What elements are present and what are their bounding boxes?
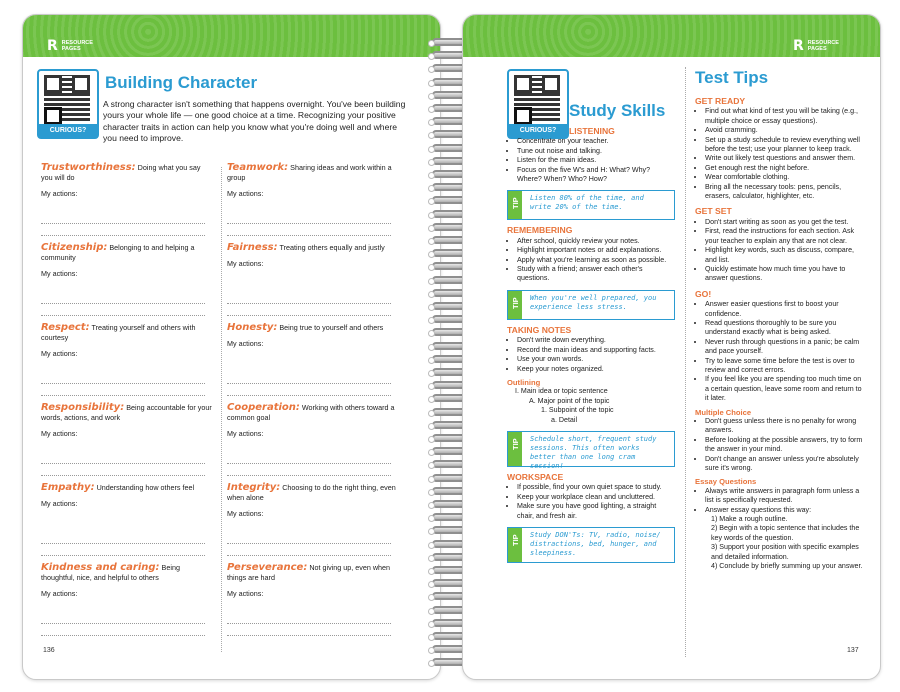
left-page — [22, 14, 441, 680]
outlining-heading: Outlining — [507, 377, 541, 387]
trait-block — [227, 243, 399, 269]
writing-line[interactable] — [227, 543, 391, 544]
writing-line[interactable] — [41, 463, 205, 464]
list-item: • Highlight important notes or add explanations. — [517, 246, 675, 255]
tip-box — [507, 527, 675, 563]
writing-line[interactable] — [41, 635, 205, 636]
trait-block — [227, 483, 399, 518]
writing-line[interactable] — [41, 303, 205, 304]
writing-line[interactable] — [227, 623, 391, 624]
list-item: • Answer easier questions first to boost your confidence. — [705, 300, 863, 319]
intro-paragraph: A strong character isn't something that happens overnight. You've been building yours your whole life — one good choice at a time. Recognizing your positive character traits in action can help you know what you're doing well and where you need to improve. — [103, 99, 406, 144]
trait-block — [41, 563, 213, 598]
header-band — [463, 15, 880, 57]
my-actions-label: My actions: — [227, 188, 264, 198]
essay-questions-heading: Essay Questions — [695, 477, 757, 487]
list-item: • First, read the instructions for each section. Ask your teacher to explain any that are not clear. — [705, 227, 863, 246]
my-actions-label: My actions: — [41, 428, 78, 438]
essay-list — [695, 487, 863, 515]
tip-text: When you're well prepared, you experience less stress. — [530, 293, 657, 311]
writing-line[interactable] — [227, 223, 391, 224]
trait-name: Fairness: — [227, 242, 278, 253]
list-item: • Read questions thoroughly to be sure you understand exactly what is being asked. — [705, 319, 863, 338]
column-divider — [685, 67, 686, 657]
test-tips-column — [695, 91, 863, 572]
writing-line[interactable] — [227, 395, 391, 396]
my-actions-label: My actions: — [227, 258, 264, 268]
listening-list — [507, 137, 675, 184]
my-actions-label: My actions: — [227, 428, 264, 438]
writing-line[interactable] — [41, 315, 205, 316]
list-item: • Don't write down everything. — [517, 336, 675, 345]
list-item: • Highlight key words, such as discuss, compare, and list. — [705, 246, 863, 265]
essay-step: 1) Make a rough outline. — [711, 515, 788, 524]
trait-name: Honesty: — [227, 322, 278, 333]
get-ready-list — [695, 107, 863, 201]
trait-block — [41, 243, 213, 278]
list-item: • Quickly estimate how much time you have to answer questions. — [705, 265, 863, 284]
taking-notes-list — [507, 336, 675, 374]
list-item: • Listen for the main ideas. — [517, 156, 675, 165]
my-actions-label: My actions: — [41, 588, 78, 598]
outline-line: 1. Subpoint of the topic — [541, 406, 614, 415]
tip-text: Schedule short, frequent study sessions. This often works better than one long cram session! — [530, 434, 657, 470]
tip-text: Listen 80% of the time, and write 20% of the time. — [530, 194, 644, 212]
remembering-list — [507, 237, 675, 284]
study-skills-column — [507, 121, 675, 567]
test-tips-title: Test Tips — [695, 68, 769, 87]
writing-line[interactable] — [41, 235, 205, 236]
list-item: • Keep your workplace clean and uncluttered. — [517, 493, 675, 502]
list-item: • Focus on the five W's and H: What? Why? Where? When? Who? How? — [517, 166, 675, 185]
list-item: • Make sure you have good lighting, a straight chair, and fresh air. — [517, 502, 675, 521]
header-band — [23, 15, 440, 57]
study-skills-title: Study Skills — [569, 101, 666, 120]
trait-block — [41, 403, 213, 438]
workspace-heading: WORKSPACE — [507, 471, 564, 482]
writing-line[interactable] — [41, 383, 205, 384]
trait-block — [227, 403, 399, 438]
qr-code[interactable] — [37, 69, 99, 139]
trait-description: Belonging to and helping a community — [41, 243, 195, 262]
resource-pages-icon: R — [793, 38, 804, 54]
trait-name: Trustworthiness: — [41, 162, 136, 173]
tip-tab: TIP — [508, 528, 522, 562]
curious-label: CURIOUS? — [39, 124, 97, 137]
resource-pages-label: RESOURCE PAGES — [61, 40, 93, 52]
my-actions-label: My actions: — [41, 498, 78, 508]
writing-line[interactable] — [41, 223, 205, 224]
column-divider — [221, 167, 222, 652]
writing-line[interactable] — [41, 543, 205, 544]
trait-description: Doing what you say you will do — [41, 163, 201, 182]
trait-description: Being thoughtful, nice, and helpful to others — [41, 563, 180, 582]
writing-line[interactable] — [227, 235, 391, 236]
trait-block — [227, 163, 399, 198]
outline-line: I. Main idea or topic sentence — [515, 387, 608, 396]
resource-pages-tag — [47, 39, 98, 53]
list-item: • Don't guess unless there is no penalty for wrong answers. — [705, 417, 863, 436]
tip-box — [507, 190, 675, 220]
page-number: 137 — [847, 647, 859, 654]
multiple-choice-list — [695, 417, 863, 473]
list-item: • Try to leave some time before the test is over to review and correct errors. — [705, 357, 863, 376]
writing-line[interactable] — [227, 303, 391, 304]
writing-line[interactable] — [227, 383, 391, 384]
writing-line[interactable] — [41, 395, 205, 396]
trait-block — [227, 323, 399, 349]
list-item: • Don't start writing as soon as you get the test. — [705, 218, 863, 227]
trait-name: Empathy: — [41, 482, 95, 493]
tip-box — [507, 290, 675, 320]
my-actions-label: My actions: — [227, 338, 264, 348]
trait-block — [227, 563, 399, 598]
trait-description: Being accountable for your words, actions, and work — [41, 403, 212, 422]
right-page — [462, 14, 881, 680]
list-item: • Set up a study schedule to review everything well before the test; use your planner to keep track. — [705, 136, 863, 155]
list-item: • Wear comfortable clothing. — [705, 173, 863, 182]
list-item: • Before looking at the possible answers, try to form the answer in your mind. — [705, 436, 863, 455]
list-item: • Bring all the necessary tools: pens, pencils, erasers, calculator, highlighter, etc. — [705, 183, 863, 202]
list-item: • If possible, find your own quiet space to study. — [517, 483, 675, 492]
essay-step: 2) Begin with a topic sentence that includes the key words of the question. — [711, 524, 860, 542]
list-item: • Never rush through questions in a panic; be calm and pace yourself. — [705, 338, 863, 357]
tip-text: Study DON'Ts: TV, radio, noise/ distractions, bed, hunger, and sleepiness. — [530, 530, 661, 557]
list-item: • Don't change an answer unless you're absolutely sure it's wrong. — [705, 455, 863, 474]
writing-line[interactable] — [41, 623, 205, 624]
tip-tab: TIP — [508, 432, 522, 466]
trait-block — [41, 483, 213, 509]
list-item: • Record the main ideas and supporting facts. — [517, 346, 675, 355]
trait-block — [41, 163, 213, 198]
trait-description: Not giving up, even when things are hard — [227, 563, 391, 582]
go-heading: GO! — [695, 288, 712, 299]
listening-heading: LISTENING — [569, 126, 615, 136]
list-item: • Keep your notes organized. — [517, 365, 675, 374]
list-item: • Study with a friend; answer each other's questions. — [517, 265, 675, 284]
get-ready-heading: GET READY — [695, 96, 746, 106]
trait-name: Integrity: — [227, 482, 281, 493]
trait-description: Choosing to do the right thing, even when alone — [227, 483, 396, 502]
trait-description: Treating others equally and justly — [277, 243, 385, 252]
trait-name: Cooperation: — [227, 402, 300, 413]
trait-name: Kindness and caring: — [41, 562, 160, 573]
trait-block — [41, 323, 213, 358]
list-item: • Get enough rest the night before. — [705, 164, 863, 173]
my-actions-label: My actions: — [41, 188, 78, 198]
resource-pages-tag — [793, 39, 844, 53]
tip-box — [507, 431, 675, 470]
taking-notes-heading: TAKING NOTES — [507, 324, 572, 335]
list-item: • Apply what you're learning as soon as possible. — [517, 256, 675, 265]
trait-name: Perseverance: — [227, 562, 308, 573]
list-item: • Always write answers in paragraph form unless a list is specifically requested. — [705, 487, 863, 506]
resource-pages-label: RESOURCE PAGES — [807, 40, 839, 52]
writing-line[interactable] — [227, 475, 391, 476]
writing-line[interactable] — [41, 475, 205, 476]
workspace-list — [507, 483, 675, 521]
trait-description: Understanding how others feel — [94, 483, 195, 492]
page-number: 136 — [43, 647, 55, 654]
trait-description: Being true to yourself and others — [277, 323, 384, 332]
writing-line[interactable] — [227, 635, 391, 636]
writing-line[interactable] — [227, 555, 391, 556]
tip-tab: TIP — [508, 191, 522, 219]
my-actions-label: My actions: — [41, 268, 78, 278]
remembering-heading: REMEMBERING — [507, 225, 573, 236]
go-list — [695, 300, 863, 403]
outline-line: a. Detail — [551, 415, 578, 424]
writing-line[interactable] — [41, 555, 205, 556]
page-title: Building Character — [105, 73, 258, 92]
my-actions-label: My actions: — [41, 348, 78, 358]
multiple-choice-heading: Multiple Choice — [695, 407, 752, 417]
list-item: • Use your own words. — [517, 355, 675, 364]
trait-description: Sharing ideas and work within a group — [227, 163, 392, 182]
trait-name: Respect: — [41, 322, 90, 333]
trait-name: Teamwork: — [227, 162, 289, 173]
trait-description: Treating yourself and others with courtesy — [41, 323, 196, 342]
resource-pages-icon: R — [47, 38, 58, 54]
my-actions-label: My actions: — [227, 588, 264, 598]
tip-tab: TIP — [508, 291, 522, 319]
writing-line[interactable] — [227, 315, 391, 316]
trait-name: Responsibility: — [41, 402, 125, 413]
trait-description: Working with others toward a common goal — [227, 403, 395, 422]
list-item: • Avoid cramming. — [705, 126, 863, 135]
list-item: • After school, quickly review your notes. — [517, 237, 675, 246]
list-item: • Tune out noise and talking. — [517, 147, 675, 156]
get-set-list — [695, 218, 863, 284]
get-set-heading: GET SET — [695, 206, 732, 217]
list-item: • If you feel like you are spending too much time on a certain question, leave some room and return to it later. — [705, 375, 863, 403]
writing-line[interactable] — [227, 463, 391, 464]
list-item: • Concentrate on your teacher. — [517, 137, 675, 146]
trait-name: Citizenship: — [41, 242, 108, 253]
list-item: • Write out likely test questions and answer them. — [705, 154, 863, 163]
essay-step: 3) Support your position with specific examples and detailed information. — [711, 543, 859, 561]
list-item: • Answer essay questions this way: — [705, 506, 863, 515]
outline-line: A. Major point of the topic — [529, 396, 610, 405]
list-item: • Find out what kind of test you will be taking (e.g., multiple choice or essay questions). — [705, 107, 863, 126]
essay-step: 4) Conclude by briefly summing up your answer. — [711, 562, 863, 571]
curious-label: CURIOUS? — [509, 124, 567, 137]
my-actions-label: My actions: — [227, 508, 264, 518]
